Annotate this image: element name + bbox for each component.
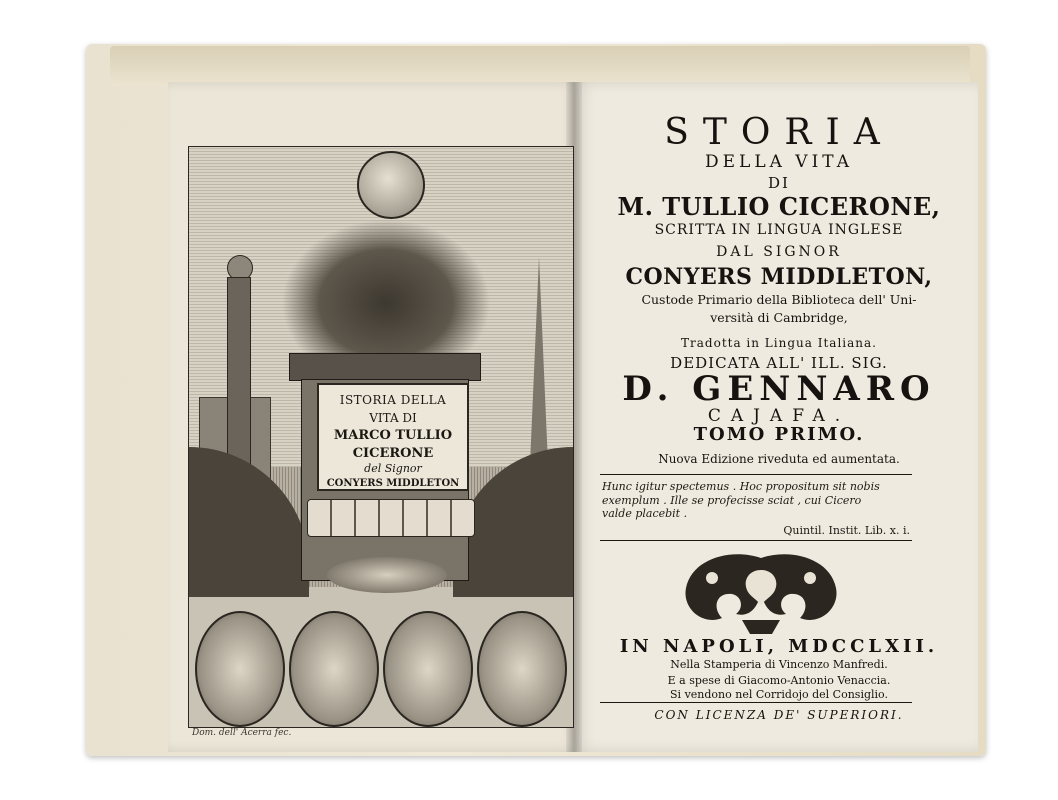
dedication-line: DEDICATA ALL' ILL. SIG. <box>670 354 888 372</box>
volume-line: TOMO PRIMO. <box>693 424 865 445</box>
rule <box>600 540 912 541</box>
author-role: versità di Cambridge, <box>710 310 848 325</box>
frontispiece-engraving <box>188 146 574 728</box>
she-wolf-relief <box>327 557 447 593</box>
title: STORIA <box>664 112 894 153</box>
epigraph <box>602 480 902 521</box>
tablet-line: CONYERS MIDDLETON <box>326 478 460 489</box>
tablet-line: CICERONE <box>352 446 434 461</box>
engraver-credit: Dom. dell' Acerra fec. <box>192 728 292 738</box>
scene-roundel <box>383 611 473 727</box>
epigraph-line: Hunc igitur spectemus . Hoc propositum sit nobis <box>602 480 880 493</box>
eagle-trophy <box>281 219 491 359</box>
tablet-line: del Signor <box>364 462 422 475</box>
coin-frieze <box>307 499 475 537</box>
edition-line: Nuova Edizione riveduta ed aumentata. <box>658 452 900 466</box>
subject-name: M. TULLIO CICERONE, <box>617 192 941 221</box>
scene-roundel <box>477 611 567 727</box>
inscription-tablet <box>317 383 469 491</box>
publisher-line: E a spese di Giacomo-Antonio Venaccia. <box>667 674 891 687</box>
epigraph-source: Quintil. Instit. Lib. x. i. <box>783 524 910 537</box>
license-line: CON LICENZA DE' SUPERIORI. <box>654 708 904 722</box>
printer-ornament-icon <box>672 548 850 638</box>
seller-line: Si vendono nel Corridojo del Consiglio. <box>670 688 888 701</box>
portrait-medallion <box>357 151 425 219</box>
subtitle-line: DELLA VITA <box>705 152 853 172</box>
language-line: SCRITTA IN LINGUA INGLESE <box>654 222 904 238</box>
by-line: DAL SIGNOR <box>716 244 842 260</box>
tablet-line: MARCO TULLIO <box>333 428 453 443</box>
author-name: CONYERS MIDDLETON, <box>625 264 933 290</box>
translation-line: Tradotta in Lingua Italiana. <box>681 336 877 350</box>
scene-roundels <box>195 603 567 723</box>
scene-roundel <box>195 611 285 727</box>
epigraph-line: exemplum . Ille se profecisse sciat , cui Cicero <box>602 493 862 507</box>
dedicatee-surname: CAJAFA. <box>707 406 851 426</box>
dedicatee-name: D. GENNARO <box>622 369 936 409</box>
scene-roundel <box>289 611 379 727</box>
tablet-line: VITA DI <box>369 411 417 425</box>
printer-line: Nella Stamperia di Vincenzo Manfredi. <box>670 658 888 671</box>
tablet-line: ISTORIA DELLA <box>339 393 447 407</box>
rule <box>600 474 912 475</box>
rule <box>600 702 912 703</box>
cover-top-edge <box>110 46 970 86</box>
pedestal-cornice <box>289 353 481 381</box>
epigraph-line: valde placebit . <box>602 507 688 520</box>
subtitle-line: DI <box>768 174 790 192</box>
author-role: Custode Primario della Biblioteca dell' Uni- <box>641 292 917 307</box>
imprint-place: IN NAPOLI, MDCCLXII. <box>619 636 939 657</box>
